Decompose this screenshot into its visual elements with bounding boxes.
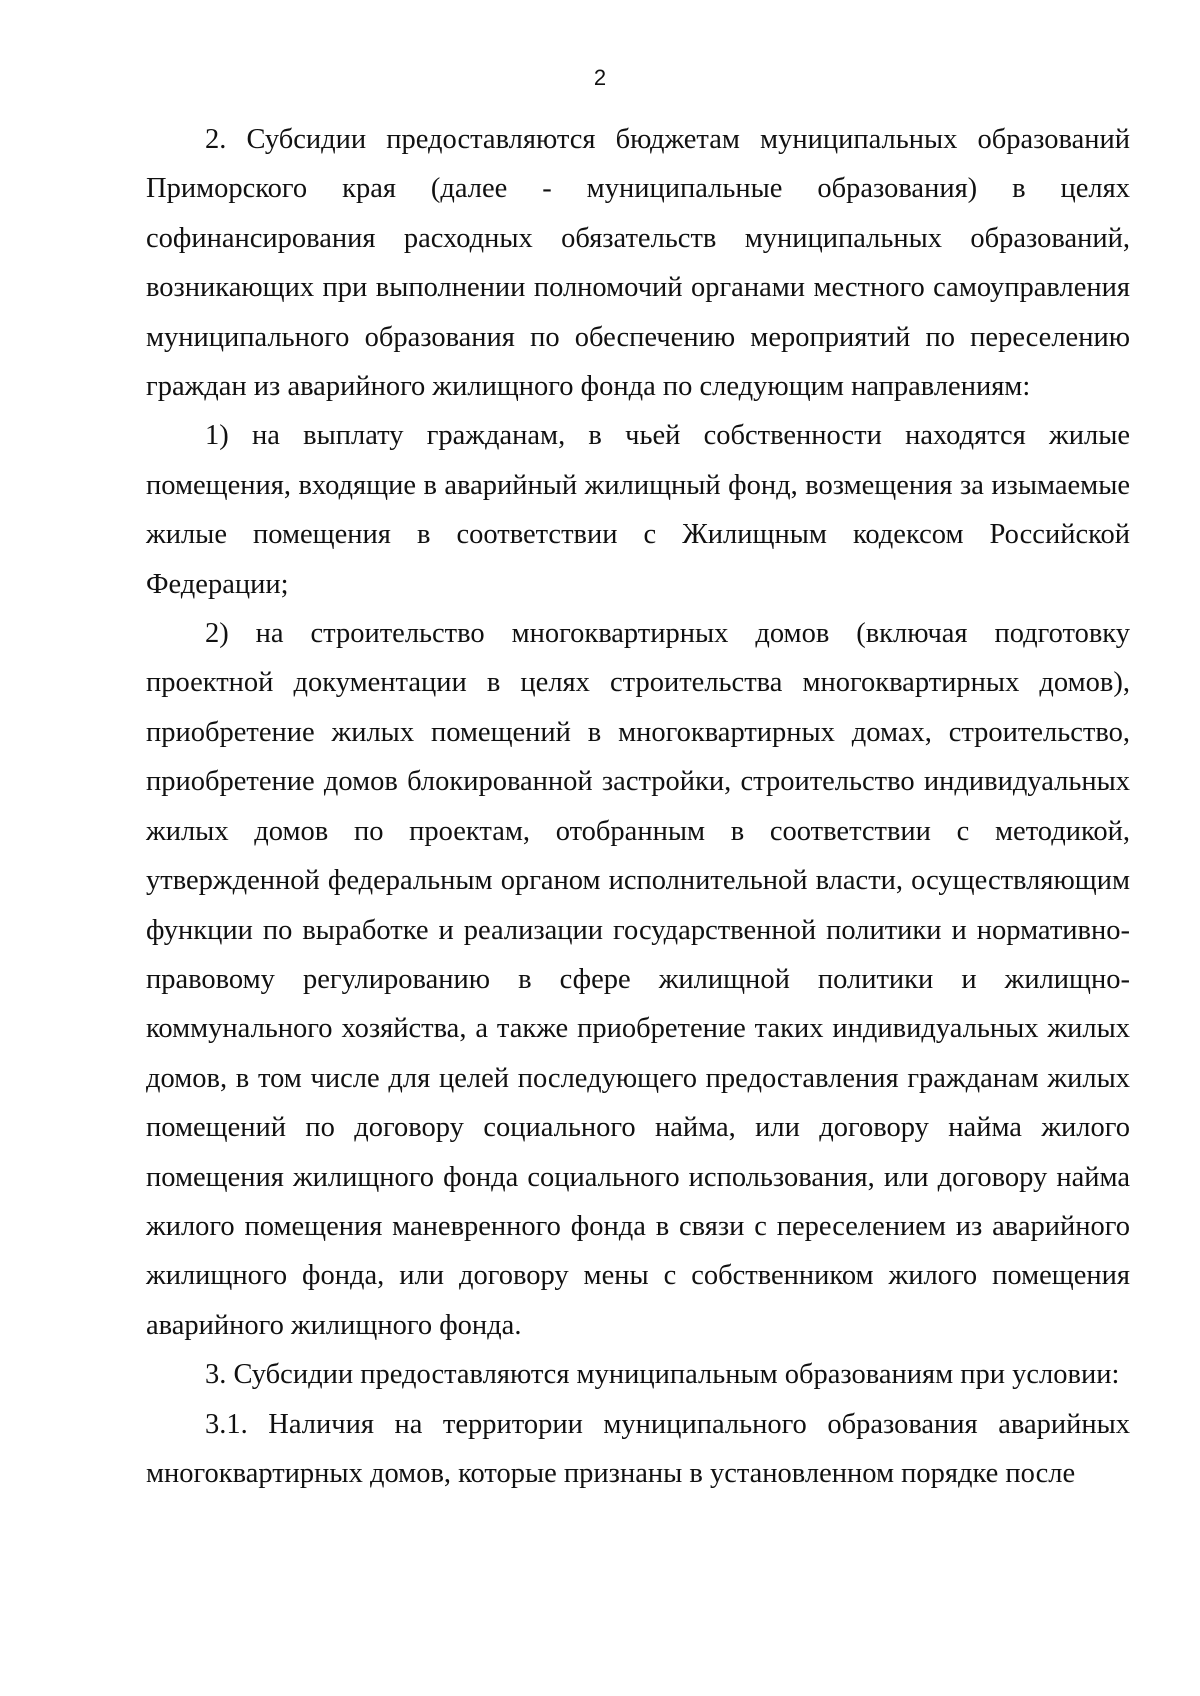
page-number: 2 xyxy=(593,65,607,90)
paragraph-3-conditions: 3. Субсидии предоставляются муниципальным образованиям при условии: xyxy=(205,1359,1120,1391)
document-body xyxy=(146,115,1130,1498)
paragraph-2-2-construction: 2) на строительство многоквартирных домов (включая подготовку проектной документации в целях строительства многоквартирных домов), приобретение жилых помещений в многоквартирных домах, строительство, приобретение домов блокированной застройки, строительство индивидуальных жилых домов по проектам, отобранным в соответствии с методикой, утвержденной федеральным органом исполнительной власти, осуществляющим функции по выработке и реализации государственной политики и нормативно-правовому регулированию в сфере жилищной политики и жилищно-коммунального хозяйства, а также приобретение таких индивидуальных жилых домов, в том числе для целей последующего предоставления гражданам жилых помещений по договору социального найма, или договору найма жилого помещения жилищного фонда социального использования, или договору найма жилого помещения маневренного фонда в связи с переселением из аварийного жилищного фонда, или договору мены с собственником жилого помещения аварийного жилищного фонда. xyxy=(146,618,1130,1341)
paragraph-2-1-compensation: 1) на выплату гражданам, в чьей собственности находятся жилые помещения, входящие в аварийный жилищный фонд, возмещения за изымаемые жилые помещения в соответствии с Жилищным кодексом Российской Федерации; xyxy=(146,420,1130,600)
paragraph-2-subsidies-purpose: 2. Субсидии предоставляются бюджетам муниципальных образований Приморского края (далее - муниципальные образования) в целях софинансирования расходных обязательств муниципальных образований, возникающих при выполнении полномочий органами местного самоуправления муниципального образования по обеспечению мероприятий по переселению граждан из аварийного жилищного фонда по следующим направлениям: xyxy=(146,124,1130,403)
paragraph-3-1-emergency-houses: 3.1. Наличия на территории муниципального образования аварийных многоквартирных домов, которые признаны в установленном порядке после xyxy=(146,1408,1130,1489)
